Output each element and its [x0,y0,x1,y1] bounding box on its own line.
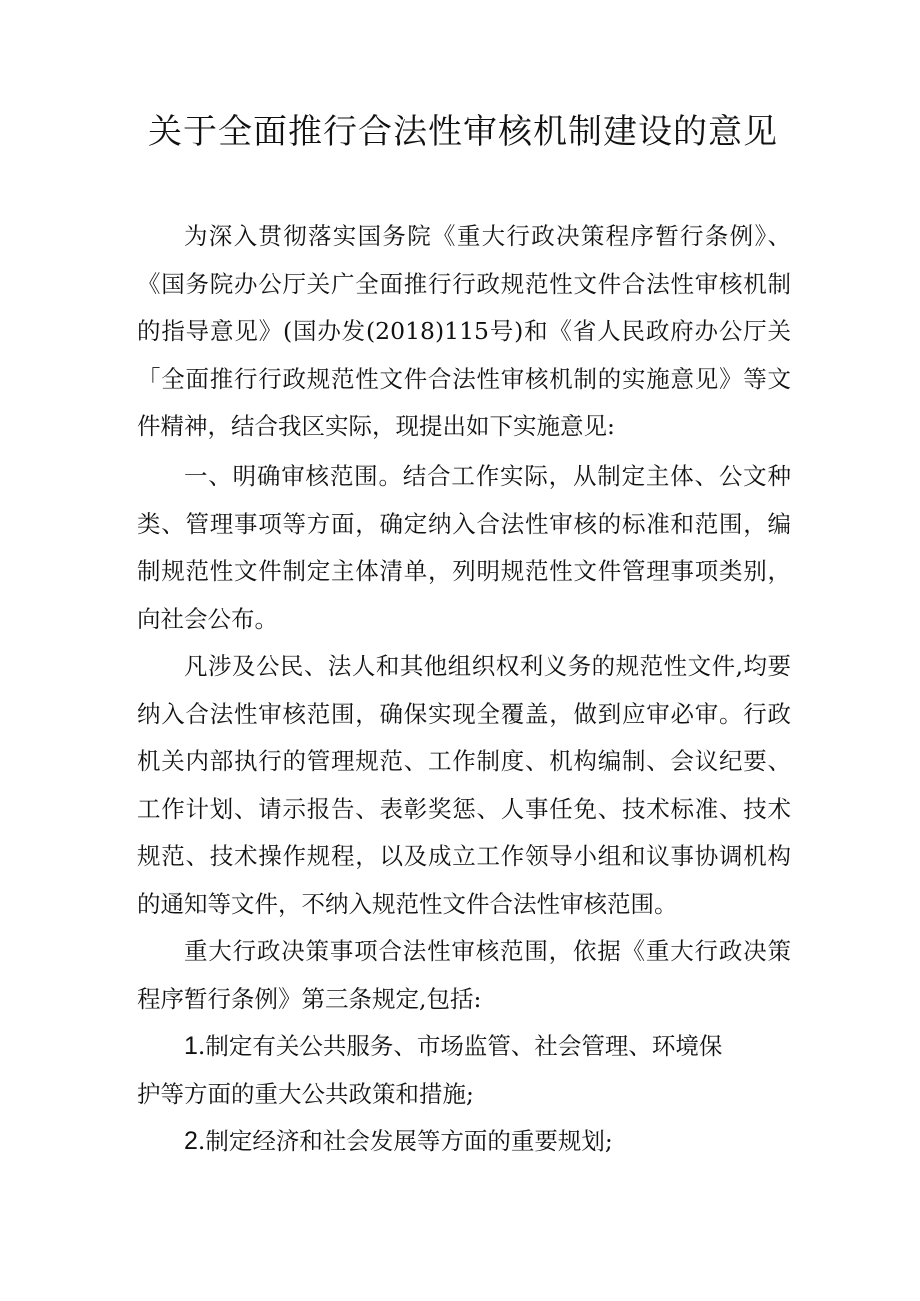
paragraph-decision-scope: 重大行政决策事项合法性审核范围，依据《重大行政决策程序暂行条例》第三条规定,包括: [137,937,791,1013]
paragraph-intro: 为深入贯彻落实国务院《重大行政决策程序暂行条例》、《国务院办公厅关广全面推行行政规范性文件合法性审核机制的指导意见》(国办发(2018)115号)和《省人民政府办公厅关「全面推行行政规范性文件合法性审核机制的实施意见》等文件精神，结合我区实际，现提出如下实施意见: [137,222,791,440]
paragraph-coverage: 凡涉及公民、法人和其他组织权利义务的规范性文件,均要纳入合法性审核范围，确保实现全覆盖，做到应审必审。行政机关内部执行的管理规范、工作制度、机构编制、会议纪要、工作计划、请示报告、表彰奖惩、人事任免、技术标准、技术规范、技术操作规程，以及成立工作领导小组和议事协调机构的通知等文件，不纳入规范性文件合法性审核范围。 [137,652,791,918]
list-item [137,1118,737,1166]
paragraph-scope: 一、明确审核范围。结合工作实际，从制定主体、公文种类、管理事项等方面，确定纳入合法性审核的标准和范围，编制规范性文件制定主体清单，列明规范性文件管理事项类别，向社会公布。 [137,462,791,633]
list-item-text: .制定经济和社会发展等方面的重要规划; [197,1127,613,1155]
list-item-text: .制定有关公共服务、市场监管、社会管理、环境保护等方面的重大公共政策和措施; [137,1032,723,1108]
list-item-number: 1 [184,1032,198,1060]
document-title: 关于全面推行合法性审核机制建设的意见 [148,112,778,152]
list-item [137,1023,727,1118]
list-item-number: 2 [184,1127,198,1155]
